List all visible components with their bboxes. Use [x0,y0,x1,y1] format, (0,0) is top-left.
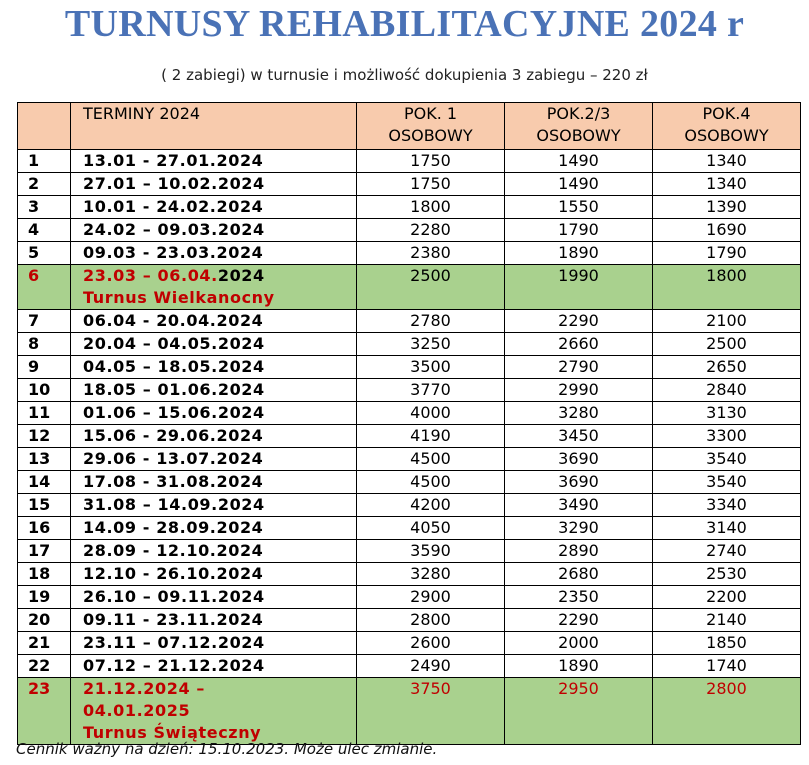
row-number: 1 [18,150,71,173]
row-number: 6 [18,265,71,310]
row-number: 19 [18,586,71,609]
row-dates: 06.04 - 20.04.2024 [71,310,357,333]
price-room-4: 2740 [653,540,801,563]
row-number: 16 [18,517,71,540]
table-row [18,471,801,494]
price-room-4: 2100 [653,310,801,333]
row-number: 4 [18,219,71,242]
price-room-4: 1800 [653,265,801,310]
dates-line-2: 04.01.2025 [83,701,191,720]
table-row [18,173,801,196]
table-row [18,448,801,471]
price-room-1: 2280 [357,219,505,242]
price-room-4: 1690 [653,219,801,242]
price-room-2-3: 2790 [505,356,653,379]
price-room-4: 3340 [653,494,801,517]
price-room-1: 2780 [357,310,505,333]
table-row [18,150,801,173]
row-dates: 28.09 - 12.10.2024 [71,540,357,563]
row-dates: 10.01 - 24.02.2024 [71,196,357,219]
price-room-1: 4000 [357,402,505,425]
table-row [18,310,801,333]
row-number: 14 [18,471,71,494]
price-room-1: 4050 [357,517,505,540]
table-row [18,540,801,563]
price-room-2-3: 3690 [505,448,653,471]
price-room-2-3: 3290 [505,517,653,540]
dates-line-1: 21.12.2024 – [83,679,205,698]
table-header-row [18,103,801,150]
row-number: 9 [18,356,71,379]
price-room-2-3: 2680 [505,563,653,586]
page-subtitle: ( 2 zabiegi) w turnusie i możliwość dokupienia 3 zabiegu – 220 zł [161,66,648,84]
price-room-2-3: 1790 [505,219,653,242]
price-room-1: 4200 [357,494,505,517]
price-room-2-3: 1490 [505,173,653,196]
price-room-1: 3770 [357,379,505,402]
price-room-2-3: 1990 [505,265,653,310]
row-dates: 18.05 – 01.06.2024 [71,379,357,402]
row-number: 13 [18,448,71,471]
row-dates: 07.12 – 21.12.2024 [71,655,357,678]
table-row [18,586,801,609]
row-number: 20 [18,609,71,632]
table-row-easter [18,265,801,310]
row-number: 5 [18,242,71,265]
price-room-1: 2800 [357,609,505,632]
price-room-4: 2840 [653,379,801,402]
price-room-2-3: 2000 [505,632,653,655]
turnus-note: Turnus Świąteczny [83,723,262,742]
row-number: 17 [18,540,71,563]
price-room-4: 1850 [653,632,801,655]
row-number: 2 [18,173,71,196]
price-room-4: 1390 [653,196,801,219]
price-room-2-3: 1490 [505,150,653,173]
row-number: 22 [18,655,71,678]
row-number: 8 [18,333,71,356]
price-room-1: 2600 [357,632,505,655]
row-number: 15 [18,494,71,517]
table-row [18,655,801,678]
price-room-2-3: 2890 [505,540,653,563]
price-room-1: 4500 [357,471,505,494]
price-room-4: 3140 [653,517,801,540]
table-row [18,219,801,242]
price-room-4: 2200 [653,586,801,609]
table-row-christmas [18,678,801,745]
price-table [17,102,801,745]
row-dates [71,265,357,310]
row-dates: 26.10 – 09.11.2024 [71,586,357,609]
price-room-2-3: 2290 [505,310,653,333]
price-room-2-3: 2990 [505,379,653,402]
price-room-1: 3750 [357,678,505,745]
price-room-1: 3500 [357,356,505,379]
price-room-2-3: 2350 [505,586,653,609]
row-dates: 12.10 - 26.10.2024 [71,563,357,586]
price-room-2-3: 2660 [505,333,653,356]
price-room-1: 2900 [357,586,505,609]
row-number: 7 [18,310,71,333]
price-room-4: 2650 [653,356,801,379]
price-room-4: 2800 [653,678,801,745]
row-dates: 14.09 - 28.09.2024 [71,517,357,540]
header-room-2-3: POK.2/3 OSOBOWY [505,103,653,150]
price-room-2-3: 2950 [505,678,653,745]
table-row [18,609,801,632]
table-row [18,425,801,448]
price-room-2-3: 3280 [505,402,653,425]
row-dates: 20.04 – 04.05.2024 [71,333,357,356]
table-row [18,379,801,402]
price-room-2-3: 1890 [505,242,653,265]
header-room-4: POK.4 OSOBOWY [653,103,801,150]
price-room-2-3: 3690 [505,471,653,494]
price-room-1: 1800 [357,196,505,219]
price-room-2-3: 3450 [505,425,653,448]
price-room-2-3: 3490 [505,494,653,517]
page-title: TURNUSY REHABILITACYJNE 2024 r [64,3,745,45]
row-dates: 15.06 - 29.06.2024 [71,425,357,448]
table-row [18,333,801,356]
price-room-2-3: 2290 [505,609,653,632]
row-dates: 23.11 – 07.12.2024 [71,632,357,655]
table-row [18,563,801,586]
price-validity-note: Cennik ważny na dzień: 15.10.2023. Może ulec zmianie. [16,740,438,758]
price-room-4: 1340 [653,173,801,196]
header-number [18,103,71,150]
row-dates: 01.06 – 15.06.2024 [71,402,357,425]
row-number: 10 [18,379,71,402]
price-room-1: 3280 [357,563,505,586]
price-room-4: 1740 [653,655,801,678]
row-dates: 04.05 – 18.05.2024 [71,356,357,379]
row-number: 11 [18,402,71,425]
row-dates: 27.01 – 10.02.2024 [71,173,357,196]
row-dates: 09.03 - 23.03.2024 [71,242,357,265]
row-dates: 24.02 – 09.03.2024 [71,219,357,242]
turnus-note: Turnus Wielkanocny [83,288,275,307]
row-number: 21 [18,632,71,655]
price-room-4: 2530 [653,563,801,586]
price-room-1: 4190 [357,425,505,448]
price-room-2-3: 1550 [505,196,653,219]
row-number: 23 [18,678,71,745]
row-dates: 31.08 – 14.09.2024 [71,494,357,517]
table-row [18,402,801,425]
dates-year-part: 2024 [217,266,265,285]
row-dates [71,678,357,745]
price-room-4: 1340 [653,150,801,173]
row-number: 3 [18,196,71,219]
price-room-1: 2490 [357,655,505,678]
price-room-4: 1790 [653,242,801,265]
price-room-4: 3540 [653,448,801,471]
dates-red-part: 23.03 – 06.04. [83,266,218,285]
table-row [18,196,801,219]
price-room-2-3: 1890 [505,655,653,678]
price-room-4: 2500 [653,333,801,356]
header-room-1: POK. 1 OSOBOWY [357,103,505,150]
row-dates: 29.06 - 13.07.2024 [71,448,357,471]
price-room-4: 3130 [653,402,801,425]
price-room-1: 1750 [357,173,505,196]
price-room-1: 1750 [357,150,505,173]
table-row [18,517,801,540]
price-room-4: 3300 [653,425,801,448]
price-room-1: 2380 [357,242,505,265]
table-row [18,242,801,265]
table-row [18,494,801,517]
table-row [18,356,801,379]
row-dates: 13.01 - 27.01.2024 [71,150,357,173]
price-room-1: 2500 [357,265,505,310]
price-room-1: 3590 [357,540,505,563]
header-terms: TERMINY 2024 [71,103,357,150]
price-room-1: 4500 [357,448,505,471]
row-dates: 17.08 - 31.08.2024 [71,471,357,494]
price-room-1: 3250 [357,333,505,356]
price-room-4: 2140 [653,609,801,632]
table-row [18,632,801,655]
row-dates: 09.11 - 23.11.2024 [71,609,357,632]
price-room-4: 3540 [653,471,801,494]
row-number: 18 [18,563,71,586]
row-number: 12 [18,425,71,448]
